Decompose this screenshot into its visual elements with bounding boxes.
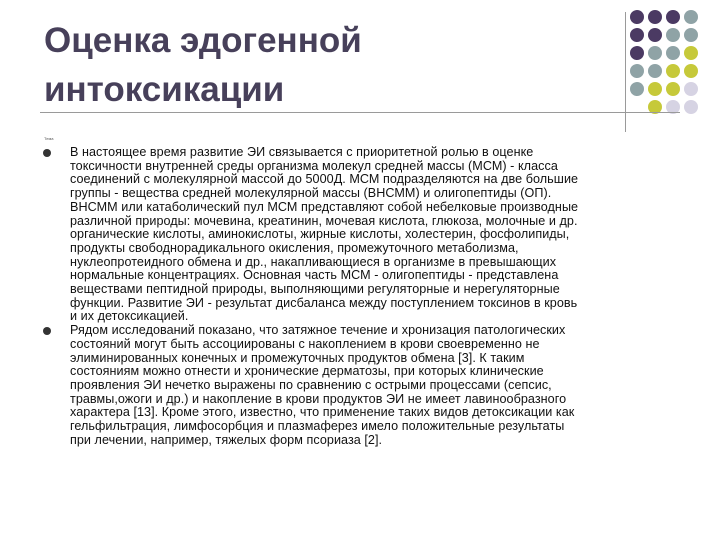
text-line: элиминированных конечных и промежуточных продуктов обмена [3]. К таким bbox=[70, 350, 525, 365]
small-caption: Тема bbox=[44, 136, 54, 141]
vertical-divider bbox=[625, 12, 626, 132]
decor-dot bbox=[648, 64, 662, 78]
decor-dot bbox=[684, 64, 698, 78]
decor-dot bbox=[684, 46, 698, 60]
decor-dot bbox=[666, 46, 680, 60]
text-line: при лечении, например, тяжелых форм псориаза [2]. bbox=[70, 432, 383, 447]
decor-dot bbox=[684, 28, 698, 42]
decor-dot bbox=[684, 100, 698, 114]
decor-dot bbox=[648, 10, 662, 24]
text-line: травмы,ожоги и др.) и накопление в крови продуктов ЭИ не имеет лавинообразного bbox=[70, 391, 567, 406]
text-line: характера [13]. Кроме этого, известно, что применение таких видов детоксикации как bbox=[70, 405, 575, 420]
text-line: нормальные концентрациях. Основная часть МСМ - олигопептиды - представлена bbox=[70, 268, 559, 283]
text-line: продукты свободнорадикального окисления, промежуточного метаболизма, bbox=[70, 240, 519, 255]
decor-dot bbox=[666, 82, 680, 96]
text-line: токсичности внутренней среды организма молекул средней массы (МСМ) - класса bbox=[70, 158, 558, 173]
text-line: функции. Развитие ЭИ - результат дисбаланса между поступлением токсинов в кровь bbox=[70, 295, 578, 310]
decor-dot bbox=[630, 82, 644, 96]
decor-dot bbox=[630, 46, 644, 60]
text-line: соединений с молекулярной массой до 5000Д. МСМ подразделяются на две большие bbox=[70, 172, 579, 187]
decor-dot bbox=[684, 10, 698, 24]
text-line: органические кислоты, аминокислоты, жирные кислоты, холестерин, фосфолипиды, bbox=[70, 227, 570, 242]
text-line: ВНСММ или катаболический пул МСМ представляют собой небелковые производные bbox=[70, 199, 579, 214]
decor-dot bbox=[648, 82, 662, 96]
decor-dot bbox=[630, 10, 644, 24]
text-line: проявления ЭИ нечетко выражены по сравнению с острыми процессами (сепсис, bbox=[70, 377, 552, 392]
slide-title-line: Оценка эдогенной bbox=[44, 21, 362, 60]
decor-dot bbox=[666, 64, 680, 78]
text-line: нуклеопротеидного обмена и др., накапливающиеся в организме в превышающих bbox=[70, 254, 557, 269]
text-line: Рядом исследований показано, что затяжное течение и хронизация патологических bbox=[70, 323, 566, 338]
bullet-list bbox=[43, 146, 673, 447]
decor-dot bbox=[666, 28, 680, 42]
text-line: состояниям можно отнести и хронические дерматозы, при которых клинические bbox=[70, 364, 544, 379]
horizontal-divider bbox=[40, 112, 680, 113]
text-line: состояний могут быть ассоциированы с накоплением в крови своевременно не bbox=[70, 336, 540, 351]
slide-title-line: интоксикации bbox=[44, 70, 285, 109]
text-line: гельфильтрация, лимфосорбция и плазмаферез имело положительные результаты bbox=[70, 419, 565, 434]
list-item bbox=[43, 146, 673, 324]
bullet-icon bbox=[43, 327, 51, 335]
decor-dot bbox=[648, 46, 662, 60]
text-line: и их детоксикацией. bbox=[70, 309, 189, 324]
decor-dot bbox=[630, 28, 644, 42]
list-item bbox=[43, 324, 673, 447]
decor-dot bbox=[684, 82, 698, 96]
text-line: различной природы: мочевина, креатинин, мочевая кислота, глюкоза, молочные и др. bbox=[70, 213, 578, 228]
bullet-icon bbox=[43, 149, 51, 157]
decorative-dot-grid bbox=[0, 0, 720, 140]
text-line: группы - вещества средней молекулярной массы (ВНСММ) и олигопептиды (ОП). bbox=[70, 186, 552, 201]
text-line: веществами пептидной природы, выполняющими регуляторные и нерегуляторные bbox=[70, 282, 560, 297]
decor-dot bbox=[666, 10, 680, 24]
decor-dot bbox=[630, 64, 644, 78]
decor-dot bbox=[648, 28, 662, 42]
text-line: В настоящее время развитие ЭИ связывается с приоритетной ролью в оценке bbox=[70, 145, 534, 159]
